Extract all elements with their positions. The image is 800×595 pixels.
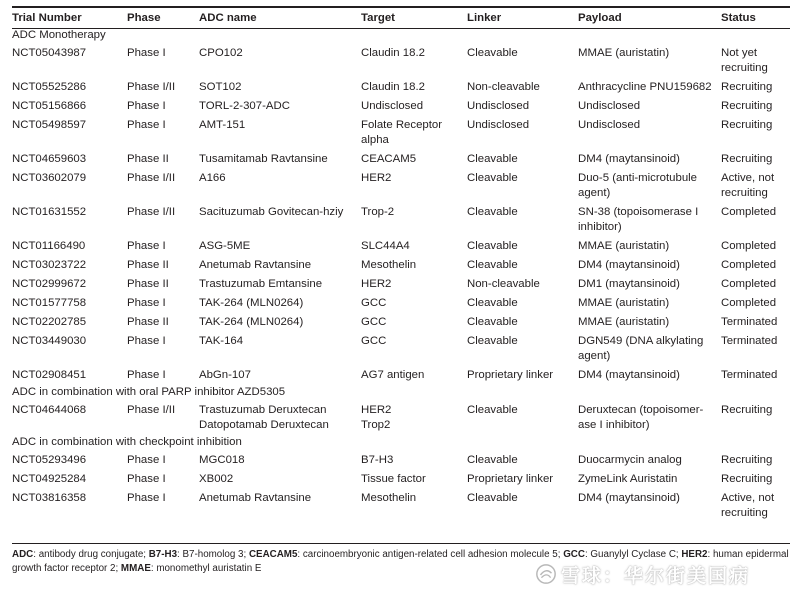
table-cell: Undisclosed bbox=[578, 100, 641, 112]
table-cell: Duo-5 (anti-microtubule agent) bbox=[578, 172, 698, 199]
table-cell: TAK-164 bbox=[199, 335, 244, 347]
table-cell: Non-cleavable bbox=[467, 278, 540, 290]
table-cell: DM4 (maytansinoid) bbox=[578, 369, 680, 381]
table-cell: NCT05498597 bbox=[12, 119, 87, 131]
table-cell: NCT03449030 bbox=[12, 335, 87, 347]
table-cell: MMAE (auristatin) bbox=[578, 47, 670, 59]
table-cell: NCT04659603 bbox=[12, 153, 87, 165]
table-cell: NCT04925284 bbox=[12, 473, 87, 485]
table-cell: Recruiting bbox=[721, 454, 773, 466]
table-cell: Anetumab Ravtansine bbox=[199, 259, 312, 271]
table-cell: Recruiting bbox=[721, 473, 773, 485]
table-cell: NCT04644068 bbox=[12, 404, 87, 416]
table-cell: Phase II bbox=[127, 259, 169, 271]
section-heading-row bbox=[12, 385, 790, 401]
snowball-logo-icon bbox=[535, 563, 557, 585]
table-cell: GCC bbox=[361, 335, 387, 347]
watermark-text: 雪球：华尔街美国病 bbox=[561, 564, 751, 587]
footnote-definition: B7-homolog 3 bbox=[182, 549, 244, 560]
table-cell: Undisclosed bbox=[361, 100, 424, 112]
table-cell: Cleavable bbox=[467, 335, 518, 347]
table-cell: Mesothelin bbox=[361, 259, 417, 271]
table-cell: Phase I bbox=[127, 240, 166, 252]
table-cell: MGC018 bbox=[199, 454, 245, 466]
table-cell: Phase I/II bbox=[127, 172, 176, 184]
table-bottom-rule bbox=[12, 543, 790, 544]
trial-row bbox=[12, 401, 790, 435]
table-cell: Completed bbox=[721, 259, 777, 271]
table-cell: Mesothelin bbox=[361, 492, 417, 504]
table-cell: Terminated bbox=[721, 316, 778, 328]
table-cell: Undisclosed bbox=[467, 100, 530, 112]
footnote-definition: Guanylyl Cyclase C bbox=[590, 549, 676, 560]
cell-line: Trop2 bbox=[361, 419, 391, 431]
table-cell: AbGn-107 bbox=[199, 369, 251, 381]
table-cell: Phase I bbox=[127, 473, 166, 485]
table-cell: Phase I/II bbox=[127, 404, 176, 416]
table-cell: Anthracycline PNU159682 bbox=[578, 81, 712, 93]
table-cell: Phase I bbox=[127, 369, 166, 381]
table-cell: NCT02908451 bbox=[12, 369, 87, 381]
footnote-definition: monomethyl auristatin E bbox=[156, 563, 262, 574]
trial-row bbox=[12, 203, 790, 237]
table-cell: Phase II bbox=[127, 153, 169, 165]
footnote-abbreviation: GCC bbox=[563, 549, 585, 560]
table-cell: Folate Receptor alpha bbox=[361, 119, 443, 146]
table-cell: Cleavable bbox=[467, 404, 518, 416]
column-header: ADC name bbox=[199, 12, 257, 24]
table-cell: MMAE (auristatin) bbox=[578, 240, 670, 252]
table-cell: Trastuzumab Emtansine bbox=[199, 278, 323, 290]
table-cell: Phase II bbox=[127, 316, 169, 328]
abbreviations-footnote: ADC: antibody drug conjugate; B7-H3: B7-homolog 3; CEACAM5: carcinoembryonic antigen-related cell adhesion molecule 5; GCC: Guanylyl Cyclase C; HER2: human epidermal growth factor receptor 2; MMAE: monomethyl auristatin E bbox=[12, 549, 789, 574]
table-cell: NCT01166490 bbox=[12, 240, 86, 252]
table-cell: DGN549 (DNA alkylating agent) bbox=[578, 335, 704, 362]
table-cell: Completed bbox=[721, 240, 777, 252]
table-cell: Undisclosed bbox=[467, 119, 530, 131]
table-cell: Sacituzumab Govitecan-hziy bbox=[199, 206, 344, 218]
table-cell: NCT01577758 bbox=[12, 297, 87, 309]
table-cell: NCT02999672 bbox=[12, 278, 87, 290]
table-cell: Recruiting bbox=[721, 119, 773, 131]
table-cell: Phase II bbox=[127, 278, 169, 290]
trial-row bbox=[12, 489, 790, 523]
table-cell: Active, not recruiting bbox=[721, 492, 775, 519]
trial-row bbox=[12, 470, 790, 489]
table-cell: TAK-264 (MLN0264) bbox=[199, 297, 304, 309]
footnote-abbreviation: CEACAM5 bbox=[248, 549, 298, 560]
table-cell: CEACAM5 bbox=[361, 153, 417, 165]
clinical-trials-table bbox=[12, 10, 790, 523]
trial-row bbox=[12, 78, 790, 97]
trial-row bbox=[12, 451, 790, 470]
table-cell: Cleavable bbox=[467, 153, 518, 165]
footnote-abbreviation: ADC bbox=[12, 549, 34, 560]
trial-row bbox=[12, 97, 790, 116]
table-cell: Phase I bbox=[127, 47, 166, 59]
table-cell: NCT05156866 bbox=[12, 100, 87, 112]
section-title: ADC in combination with oral PARP inhibitor AZD5305 bbox=[12, 386, 286, 398]
table-cell: Phase I/II bbox=[127, 81, 176, 93]
table-cell: Phase I bbox=[127, 119, 166, 131]
table-cell: Cleavable bbox=[467, 206, 518, 218]
table-cell: Recruiting bbox=[721, 404, 773, 416]
table-cell: DM4 (maytansinoid) bbox=[578, 259, 680, 271]
trial-row bbox=[12, 169, 790, 203]
table-cell: SLC44A4 bbox=[361, 240, 410, 252]
table-cell: HER2 bbox=[361, 172, 392, 184]
table-cell: TORL-2-307-ADC bbox=[199, 100, 290, 112]
table-cell: Cleavable bbox=[467, 47, 518, 59]
table-cell: NCT05293496 bbox=[12, 454, 87, 466]
table-cell: DM4 (maytansinoid) bbox=[578, 153, 680, 165]
table-cell: B7-H3 bbox=[361, 454, 394, 466]
table-cell: Cleavable bbox=[467, 454, 518, 466]
table-cell: ZymeLink Auristatin bbox=[578, 473, 678, 485]
cell-line: Datopotamab Deruxtecan bbox=[199, 419, 329, 431]
table-cell: Terminated bbox=[721, 335, 778, 347]
table-cell: HER2 bbox=[361, 278, 392, 290]
table-cell: Proprietary linker bbox=[467, 473, 554, 485]
trial-row bbox=[12, 116, 790, 150]
table-cell: Anetumab Ravtansine bbox=[199, 492, 312, 504]
trial-row bbox=[12, 44, 790, 78]
table-body bbox=[12, 28, 790, 523]
trial-row bbox=[12, 150, 790, 169]
table-cell bbox=[199, 401, 361, 435]
table-cell: Active, not recruiting bbox=[721, 172, 775, 199]
cell-line: Trastuzumab Deruxtecan bbox=[199, 404, 327, 416]
column-header: Phase bbox=[127, 12, 161, 24]
table-cell: Phase I bbox=[127, 454, 166, 466]
footnote-definition: carcinoembryonic antigen-related cell adhesion molecule 5 bbox=[302, 549, 558, 560]
table-cell: NCT05043987 bbox=[12, 47, 87, 59]
table-cell: GCC bbox=[361, 297, 387, 309]
table-cell: Cleavable bbox=[467, 316, 518, 328]
trial-row bbox=[12, 237, 790, 256]
section-title: ADC Monotherapy bbox=[12, 29, 106, 41]
table-cell: Phase I bbox=[127, 297, 166, 309]
table-cell: GCC bbox=[361, 316, 387, 328]
table-cell: Tusamitamab Ravtansine bbox=[199, 153, 328, 165]
table-cell: Cleavable bbox=[467, 172, 518, 184]
table-cell: Claudin 18.2 bbox=[361, 47, 425, 59]
table-cell: Deruxtecan (topoisomer-ase I inhibitor) bbox=[578, 404, 704, 431]
table-cell: Cleavable bbox=[467, 297, 518, 309]
table-cell: Recruiting bbox=[721, 100, 773, 112]
table-cell: Completed bbox=[721, 206, 777, 218]
table-top-rule bbox=[12, 6, 790, 8]
table-cell: MMAE (auristatin) bbox=[578, 316, 670, 328]
table-cell: AMT-151 bbox=[199, 119, 246, 131]
table-cell: DM1 (maytansinoid) bbox=[578, 278, 680, 290]
column-header: Trial Number bbox=[12, 12, 82, 24]
footnote-definition: human epidermal growth factor receptor 2 bbox=[12, 549, 789, 574]
trial-row bbox=[12, 256, 790, 275]
table-cell: Tissue factor bbox=[361, 473, 426, 485]
table-cell: A166 bbox=[199, 172, 226, 184]
column-header: Payload bbox=[578, 12, 622, 24]
table-cell: Terminated bbox=[721, 369, 778, 381]
table-cell: NCT02202785 bbox=[12, 316, 87, 328]
table-cell: CPO102 bbox=[199, 47, 243, 59]
trial-row bbox=[12, 332, 790, 366]
table-cell: Phase I bbox=[127, 335, 166, 347]
footnote-definition: antibody drug conjugate bbox=[38, 549, 144, 560]
column-header: Target bbox=[361, 12, 395, 24]
table-cell: Proprietary linker bbox=[467, 369, 554, 381]
table-cell: Undisclosed bbox=[578, 119, 641, 131]
table-cell: Recruiting bbox=[721, 81, 773, 93]
table-cell: AG7 antigen bbox=[361, 369, 425, 381]
trial-row bbox=[12, 294, 790, 313]
table-cell: Cleavable bbox=[467, 240, 518, 252]
table-cell: Cleavable bbox=[467, 492, 518, 504]
cropped-table-caption bbox=[12, 0, 792, 2]
table-cell: NCT01631552 bbox=[12, 206, 87, 218]
column-header: Linker bbox=[467, 12, 502, 24]
table-cell: SOT102 bbox=[199, 81, 242, 93]
table-cell: Phase I bbox=[127, 492, 166, 504]
table-cell: TAK-264 (MLN0264) bbox=[199, 316, 304, 328]
table-header-row bbox=[12, 10, 790, 28]
watermark bbox=[535, 562, 750, 586]
table-cell: ASG-5ME bbox=[199, 240, 251, 252]
table-cell: Recruiting bbox=[721, 153, 773, 165]
table-cell: Cleavable bbox=[467, 259, 518, 271]
table-cell bbox=[361, 401, 467, 435]
section-heading-row bbox=[12, 435, 790, 451]
section-title: ADC in combination with checkpoint inhibition bbox=[12, 436, 242, 448]
table-cell: Duocarmycin analog bbox=[578, 454, 682, 466]
trial-row bbox=[12, 275, 790, 294]
table-cell: Non-cleavable bbox=[467, 81, 540, 93]
footnote-abbreviation: HER2 bbox=[681, 549, 708, 560]
trial-row bbox=[12, 366, 790, 385]
table-cell: Completed bbox=[721, 297, 777, 309]
section-heading-row bbox=[12, 28, 790, 44]
footnote-abbreviation: MMAE bbox=[120, 563, 151, 574]
table-cell: Claudin 18.2 bbox=[361, 81, 425, 93]
column-header: Status bbox=[721, 12, 756, 24]
table-cell: Phase I/II bbox=[127, 206, 176, 218]
table-cell: NCT03023722 bbox=[12, 259, 87, 271]
table-cell: MMAE (auristatin) bbox=[578, 297, 670, 309]
table-cell: Phase I bbox=[127, 100, 166, 112]
table-cell: Trop-2 bbox=[361, 206, 395, 218]
table-cell: NCT03602079 bbox=[12, 172, 87, 184]
table-cell: Completed bbox=[721, 278, 777, 290]
table-cell: DM4 (maytansinoid) bbox=[578, 492, 680, 504]
table-cell: NCT05525286 bbox=[12, 81, 87, 93]
table-cell: XB002 bbox=[199, 473, 234, 485]
footnote-abbreviation: B7-H3 bbox=[148, 549, 178, 560]
table-cell: SN-38 (topoisomerase I inhibitor) bbox=[578, 206, 699, 233]
trial-row bbox=[12, 313, 790, 332]
table-cell: NCT03816358 bbox=[12, 492, 87, 504]
table-cell: Not yet recruiting bbox=[721, 47, 768, 74]
cell-line: HER2 bbox=[361, 404, 392, 416]
